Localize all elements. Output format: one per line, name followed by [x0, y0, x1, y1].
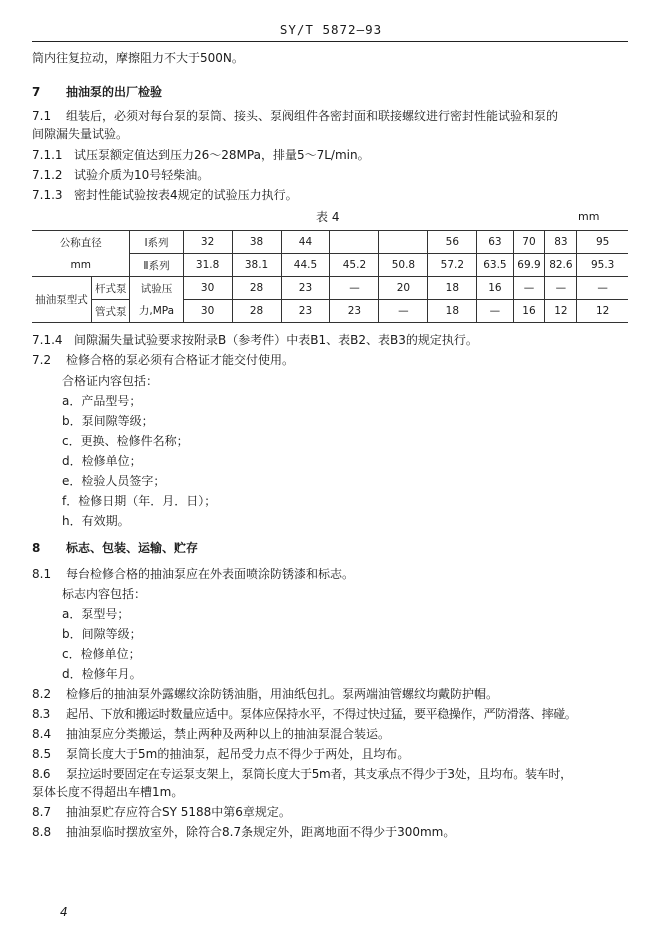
- clause-text: 抽油泵贮存应符合SY 5188中第6章规定。: [66, 805, 291, 819]
- table-cell: 44.5: [281, 254, 330, 277]
- table-cell: 69.9: [513, 254, 545, 277]
- table-cell: 32: [183, 231, 232, 254]
- section-number: 8: [32, 541, 41, 555]
- clause-text: 起吊、下放和搬运时数量应适中。泵体应保持水平，不得过快过猛，要平稳操作，严防滑落、摔碰。: [66, 707, 577, 721]
- pressure-unit-label: 力,MPa: [130, 300, 183, 323]
- table-cell: —: [379, 300, 428, 323]
- clause-7-2: [32, 352, 294, 368]
- clause-number: 8.6: [32, 767, 51, 781]
- clause-number: 8.5: [32, 747, 52, 761]
- clause-number: 7.1.3: [32, 188, 63, 202]
- clause-text: 试验介质为10号轻柴油。: [74, 168, 210, 182]
- test-pressure-label: 试验压: [130, 277, 183, 300]
- table-cell: 28: [232, 300, 281, 323]
- list-item: c．检修单位；: [62, 647, 141, 661]
- header-rule: [32, 41, 628, 42]
- section-number: 7: [32, 85, 41, 99]
- marking-intro: 标志内容包括：: [62, 587, 147, 601]
- table-cell: 38: [232, 231, 281, 254]
- clause-text: 试压泵额定值达到压力26～28MPa，排量5～7L/min。: [74, 148, 370, 162]
- mm-label: mm: [32, 254, 130, 277]
- clause-text: 泵筒长度大于5m的抽油泵，起吊受力点不得少于两处，且均布。: [66, 747, 410, 761]
- table-cell: 63.5: [477, 254, 513, 277]
- table-cell: 23: [281, 300, 330, 323]
- clause-7-1-cont: 间隙漏失量试验。: [32, 127, 129, 141]
- clause-text: 泵拉运时要固定在专运泵支架上，泵筒长度大于5m者，其支承点不得少于3处，且均布。装车时，: [66, 767, 572, 781]
- rod-pump-label: 杆式泵: [92, 277, 130, 300]
- clause-text: 间隙漏失量试验要求按附录B（参考件）中表B1、表B2、表B3的规定执行。: [74, 333, 478, 347]
- table-cell: 28: [232, 277, 281, 300]
- clause-8-5: [32, 746, 409, 762]
- table-cell: 12: [545, 300, 577, 323]
- clause-text: 抽油泵临时摆放室外，除符合8.7条规定外，距离地面不得少于300mm。: [66, 825, 456, 839]
- clause-number: 8.8: [32, 825, 52, 839]
- table-cell: 83: [545, 231, 577, 254]
- table-cell: 70: [513, 231, 545, 254]
- nominal-diameter-label: 公称直径: [32, 231, 130, 254]
- list-item: b．间隙等级；: [62, 627, 142, 641]
- list-item: d．检修年月。: [62, 667, 142, 681]
- table-cell: 12: [577, 300, 628, 323]
- clause-number: 8.7: [32, 805, 52, 819]
- table-cell: —: [577, 277, 628, 300]
- table-cell: 38.1: [232, 254, 281, 277]
- continued-text: 筒内往复拉动，摩擦阻力不大于500N。: [32, 51, 244, 65]
- clause-8-3: [32, 706, 576, 722]
- list-item: h．有效期。: [62, 514, 130, 528]
- list-item: c．更换、检修件名称；: [62, 434, 189, 448]
- table-unit: mm: [578, 210, 600, 223]
- series-2-label: Ⅱ系列: [130, 254, 183, 277]
- table-cell: [379, 231, 428, 254]
- table-cell: 95: [577, 231, 628, 254]
- series-1-label: Ⅰ系列: [130, 231, 183, 254]
- section-title: 抽油泵的出厂检验: [66, 85, 163, 99]
- clause-7-1-4: [32, 332, 478, 348]
- certificate-intro: 合格证内容包括：: [62, 374, 159, 388]
- table-cell: 16: [513, 300, 545, 323]
- table-cell: 45.2: [330, 254, 379, 277]
- table-cell: —: [513, 277, 545, 300]
- table-cell: 30: [183, 277, 232, 300]
- clause-number: 8.3: [32, 707, 50, 721]
- table-cell: 82.6: [545, 254, 577, 277]
- clause-text: 密封性能试验按表4规定的试验压力执行。: [74, 188, 298, 202]
- section-7-heading: [32, 84, 162, 100]
- clause-number: 7.1.1: [32, 148, 63, 162]
- clause-8-7: [32, 804, 291, 820]
- table-cell: 56: [428, 231, 477, 254]
- clause-number: 8.4: [32, 727, 52, 741]
- table-cell: —: [477, 300, 513, 323]
- clause-7-1: [32, 108, 558, 124]
- clause-8-1: [32, 566, 354, 582]
- table-row: [32, 231, 628, 254]
- table-cell: —: [330, 277, 379, 300]
- page-number: 4: [60, 905, 68, 919]
- table-cell: 23: [281, 277, 330, 300]
- clause-text: 检修合格的泵必须有合格证才能交付使用。: [66, 353, 295, 367]
- table-cell: [330, 231, 379, 254]
- clause-8-4: [32, 726, 390, 742]
- table-cell: 18: [428, 300, 477, 323]
- table-cell: 44: [281, 231, 330, 254]
- clause-7-1-3: [32, 187, 298, 203]
- clause-7-1-2: [32, 167, 209, 183]
- section-title: 标志、包装、运输、贮存: [66, 541, 199, 555]
- table-cell: 95.3: [577, 254, 628, 277]
- table-cell: 50.8: [379, 254, 428, 277]
- list-item: f．检修日期（年．月．日）；: [62, 494, 217, 508]
- clause-8-6: [32, 766, 572, 782]
- table-cell: 20: [379, 277, 428, 300]
- table-row: [32, 277, 628, 300]
- clause-8-6-cont: 泵体长度不得超出车槽1m。: [32, 785, 184, 799]
- clause-number: 8.1: [32, 567, 52, 581]
- table-cell: 16: [477, 277, 513, 300]
- list-item: a．产品型号；: [62, 394, 142, 408]
- list-item: a．泵型号；: [62, 607, 130, 621]
- table-cell: 30: [183, 300, 232, 323]
- clause-8-2: [32, 686, 498, 702]
- table-cell: 31.8: [183, 254, 232, 277]
- clause-number: 7.2: [32, 353, 52, 367]
- clause-number: 7.1.2: [32, 168, 63, 182]
- table-row: [32, 300, 628, 323]
- clause-text: 检修后的抽油泵外露螺纹涂防锈油脂，用油纸包扎。泵两端油管螺纹均戴防护帽。: [66, 687, 499, 701]
- clause-8-8: [32, 824, 455, 840]
- tube-pump-label: 管式泵: [92, 300, 130, 323]
- clause-text: 组装后，必须对每台泵的泵筒、接头、泵阀组件各密封面和联接螺纹进行密封性能试验和泵的: [66, 109, 559, 123]
- table-cell: 57.2: [428, 254, 477, 277]
- table-cell: 23: [330, 300, 379, 323]
- table-row: [32, 254, 628, 277]
- pump-type-label: 抽油泵型式: [32, 277, 92, 323]
- section-8-heading: [32, 540, 198, 556]
- table-cell: 18: [428, 277, 477, 300]
- clause-text: 每台检修合格的抽油泵应在外表面喷涂防锈漆和标志。: [66, 567, 355, 581]
- clause-number: 7.1: [32, 109, 52, 123]
- list-item: e．检验人员签字；: [62, 474, 166, 488]
- clause-number: 7.1.4: [32, 333, 63, 347]
- document-header: SY/T 5872—93: [279, 22, 383, 37]
- table-4: [32, 230, 628, 323]
- list-item: b．泵间隙等级；: [62, 414, 154, 428]
- table-caption: 表 4: [316, 210, 340, 224]
- table-cell: 63: [477, 231, 513, 254]
- list-item: d．检修单位；: [62, 454, 142, 468]
- clause-7-1-1: [32, 147, 370, 163]
- clause-number: 8.2: [32, 687, 52, 701]
- table-cell: —: [545, 277, 577, 300]
- clause-text: 抽油泵应分类搬运，禁止两种及两种以上的抽油泵混合装运。: [66, 727, 391, 741]
